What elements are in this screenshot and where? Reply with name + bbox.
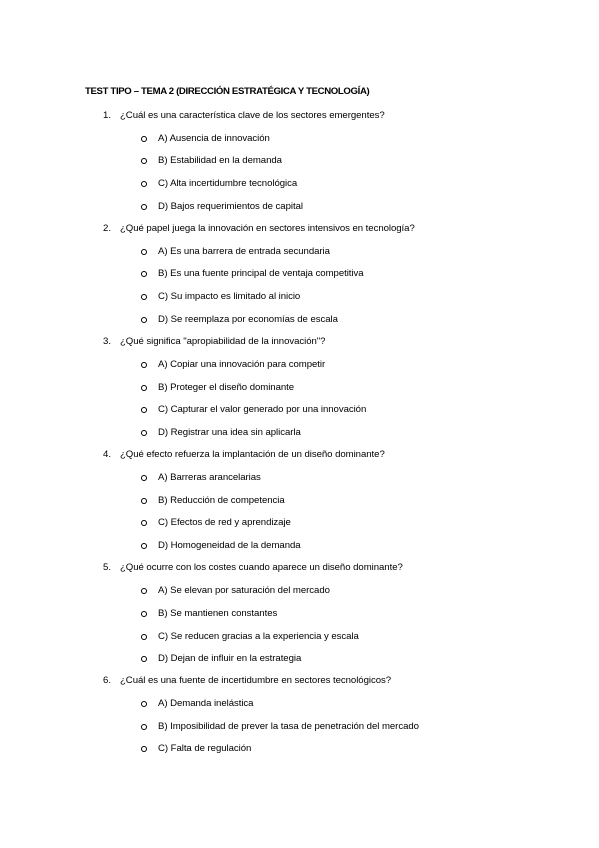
option-text: A) Copiar una innovación para competir (158, 359, 326, 370)
option-text: A) Barreras arancelarias (158, 472, 261, 483)
option-item (0, 608, 599, 622)
option-text: D) Se reemplaza por economías de escala (158, 314, 338, 325)
option-text: C) Su impacto es limitado al inicio (158, 291, 301, 302)
option-item (0, 631, 599, 645)
option-text: C) Efectos de red y aprendizaje (158, 517, 291, 528)
option-text: A) Ausencia de innovación (158, 133, 270, 144)
question-3 (0, 336, 599, 350)
question-number: 5. (103, 562, 112, 573)
circle-bullet-icon (141, 271, 147, 277)
question-text: ¿Qué significa "apropiabilidad de la innovación"? (120, 336, 326, 347)
circle-bullet-icon (141, 362, 147, 368)
option-text: A) Es una barrera de entrada secundaria (158, 246, 330, 257)
option-item (0, 246, 599, 260)
circle-bullet-icon (141, 407, 147, 413)
option-item (0, 178, 599, 192)
circle-bullet-icon (141, 588, 147, 594)
circle-bullet-icon (141, 249, 147, 255)
option-text: B) Proteger el diseño dominante (158, 382, 295, 393)
question-number: 3. (103, 336, 112, 347)
option-item (0, 268, 599, 282)
question-number: 6. (103, 675, 112, 686)
question-2 (0, 223, 599, 237)
option-item (0, 495, 599, 509)
question-4 (0, 449, 599, 463)
option-item (0, 653, 599, 667)
circle-bullet-icon (141, 634, 147, 640)
option-text: D) Homogeneidad de la demanda (158, 540, 301, 551)
option-text: C) Falta de regulación (158, 743, 252, 754)
circle-bullet-icon (141, 475, 147, 481)
option-item (0, 155, 599, 169)
question-1 (0, 110, 599, 124)
question-6 (0, 675, 599, 689)
document-title: TEST TIPO – TEMA 2 (DIRECCIÓN ESTRATÉGICA Y TECNOLOGÍA) (85, 86, 370, 97)
option-text: D) Registrar una idea sin aplicarla (158, 427, 301, 438)
question-number: 2. (103, 223, 112, 234)
option-item (0, 698, 599, 712)
option-text: A) Se elevan por saturación del mercado (158, 585, 330, 596)
option-text: A) Demanda inelástica (158, 698, 254, 709)
option-text: D) Bajos requerimientos de capital (158, 201, 303, 212)
option-text: C) Alta incertidumbre tecnológica (158, 178, 298, 189)
option-item (0, 314, 599, 328)
option-item (0, 743, 599, 757)
circle-bullet-icon (141, 520, 147, 526)
option-item (0, 359, 599, 373)
circle-bullet-icon (141, 385, 147, 391)
option-item (0, 540, 599, 554)
option-item (0, 291, 599, 305)
question-text: ¿Cuál es una característica clave de los sectores emergentes? (120, 110, 385, 121)
question-text: ¿Qué efecto refuerza la implantación de un diseño dominante? (120, 449, 385, 460)
option-item (0, 721, 599, 735)
circle-bullet-icon (141, 498, 147, 504)
option-text: B) Estabilidad en la demanda (158, 155, 282, 166)
option-item (0, 133, 599, 147)
option-text: D) Dejan de influir en la estrategia (158, 653, 302, 664)
option-text: C) Capturar el valor generado por una innovación (158, 404, 367, 415)
circle-bullet-icon (141, 746, 147, 752)
option-item (0, 585, 599, 599)
option-item (0, 404, 599, 418)
question-5 (0, 562, 599, 576)
circle-bullet-icon (141, 543, 147, 549)
circle-bullet-icon (141, 611, 147, 617)
circle-bullet-icon (141, 294, 147, 300)
circle-bullet-icon (141, 724, 147, 730)
circle-bullet-icon (141, 204, 147, 210)
circle-bullet-icon (141, 158, 147, 164)
circle-bullet-icon (141, 430, 147, 436)
question-number: 4. (103, 449, 112, 460)
option-item (0, 382, 599, 396)
option-text: B) Se mantienen constantes (158, 608, 278, 619)
option-text: B) Reducción de competencia (158, 495, 285, 506)
question-text: ¿Qué ocurre con los costes cuando aparece un diseño dominante? (120, 562, 403, 573)
option-item (0, 201, 599, 215)
option-text: B) Es una fuente principal de ventaja competitiva (158, 268, 364, 279)
circle-bullet-icon (141, 317, 147, 323)
circle-bullet-icon (141, 656, 147, 662)
circle-bullet-icon (141, 136, 147, 142)
circle-bullet-icon (141, 181, 147, 187)
question-number: 1. (103, 110, 112, 121)
option-text: C) Se reducen gracias a la experiencia y escala (158, 631, 359, 642)
option-item (0, 472, 599, 486)
option-text: B) Imposibilidad de prever la tasa de penetración del mercado (158, 721, 419, 732)
question-text: ¿Qué papel juega la innovación en sectores intensivos en tecnología? (120, 223, 415, 234)
circle-bullet-icon (141, 701, 147, 707)
option-item (0, 427, 599, 441)
question-text: ¿Cuál es una fuente de incertidumbre en sectores tecnológicos? (120, 675, 392, 686)
option-item (0, 517, 599, 531)
